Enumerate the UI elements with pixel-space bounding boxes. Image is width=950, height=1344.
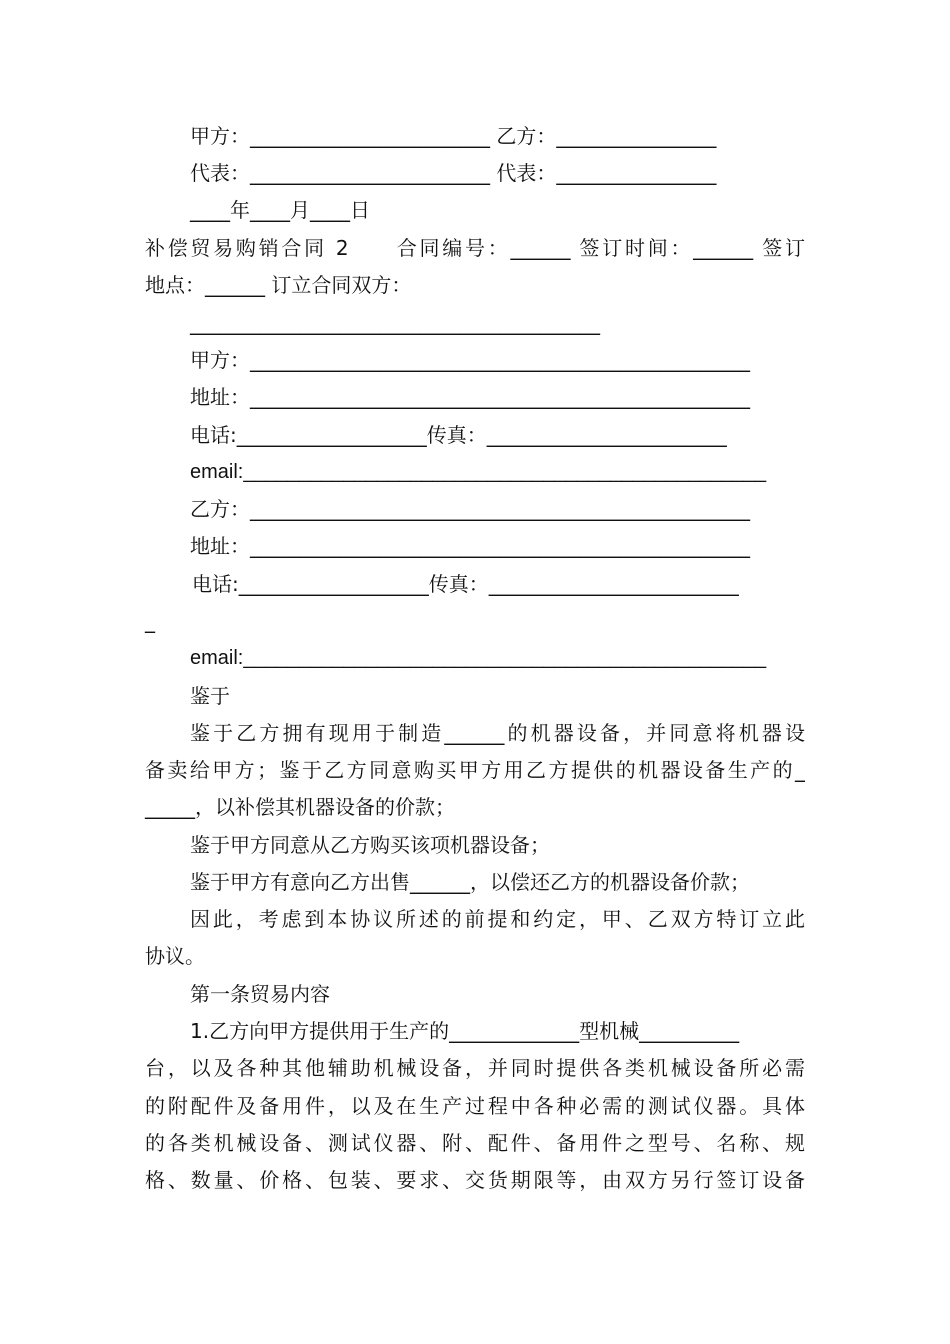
party-b-address: 地址：__________________________________________________ bbox=[190, 534, 750, 558]
article1-line2: 台，以及各种其他辅助机械设备，并同时提供各类机械设备所必需 bbox=[145, 1056, 805, 1080]
recitals-p1-line2: 备卖给甲方；鉴于乙方同意购买甲方用乙方提供的机器设备生产的_ bbox=[145, 758, 805, 782]
article1-line5: 格、数量、价格、包装、要求、交货期限等，由双方另行签订设备 bbox=[145, 1168, 805, 1192]
party-a-name: 甲方：__________________________________________________ bbox=[190, 348, 750, 372]
contract-title-line: 补偿贸易购销合同 2 合同编号：______ 签订时间：______ 签订 bbox=[145, 236, 805, 260]
party-b-phone-fax-wrap: _ bbox=[145, 609, 155, 633]
recitals-p2: 鉴于甲方同意从乙方购买该项机器设备； bbox=[190, 833, 550, 857]
article1-line3: 的附配件及备用件，以及在生产过程中各种必需的测试仪器。具体 bbox=[145, 1094, 805, 1118]
contract-blank-line: _________________________________________ bbox=[190, 311, 600, 335]
party-a-address: 地址：__________________________________________________ bbox=[190, 385, 750, 409]
article1-heading: 第一条贸易内容 bbox=[190, 982, 330, 1006]
recitals-p3: 鉴于甲方有意向乙方出售______，以偿还乙方的机器设备价款； bbox=[190, 870, 750, 894]
party-a-email: email:_______________________________________________ bbox=[190, 461, 767, 483]
party-a-phone-fax: 电话:___________________传真：________________________ bbox=[190, 423, 727, 447]
recitals-p4-line2: 协议。 bbox=[145, 944, 205, 968]
party-b-phone-fax: 电话:___________________传真：_________________________ bbox=[192, 572, 739, 596]
party-b-email: email:_______________________________________________ bbox=[190, 647, 767, 669]
recitals-p4-line1: 因此，考虑到本协议所述的前提和约定，甲、乙双方特订立此 bbox=[190, 907, 805, 931]
recitals-p1-line3: _____，以补偿其机器设备的价款； bbox=[145, 795, 455, 819]
signature-representative-line: 代表：________________________ 代表：________________ bbox=[190, 161, 717, 185]
article1-line4: 的各类机械设备、测试仪器、附、配件、备用件之型号、名称、规 bbox=[145, 1131, 805, 1155]
party-b-name: 乙方：__________________________________________________ bbox=[190, 497, 750, 521]
article1-line1: 1.乙方向甲方提供用于生产的_____________型机械__________ bbox=[190, 1019, 740, 1043]
recitals-heading: 鉴于 bbox=[190, 684, 230, 708]
recitals-p1-line1: 鉴于乙方拥有现用于制造______的机器设备，并同意将机器设 bbox=[190, 721, 805, 745]
contract-place-line: 地点：______ 订立合同双方： bbox=[145, 273, 412, 297]
signature-date-line: ____年____月____日 bbox=[190, 198, 370, 222]
signature-party-line: 甲方：________________________ 乙方：________________ bbox=[190, 124, 717, 148]
